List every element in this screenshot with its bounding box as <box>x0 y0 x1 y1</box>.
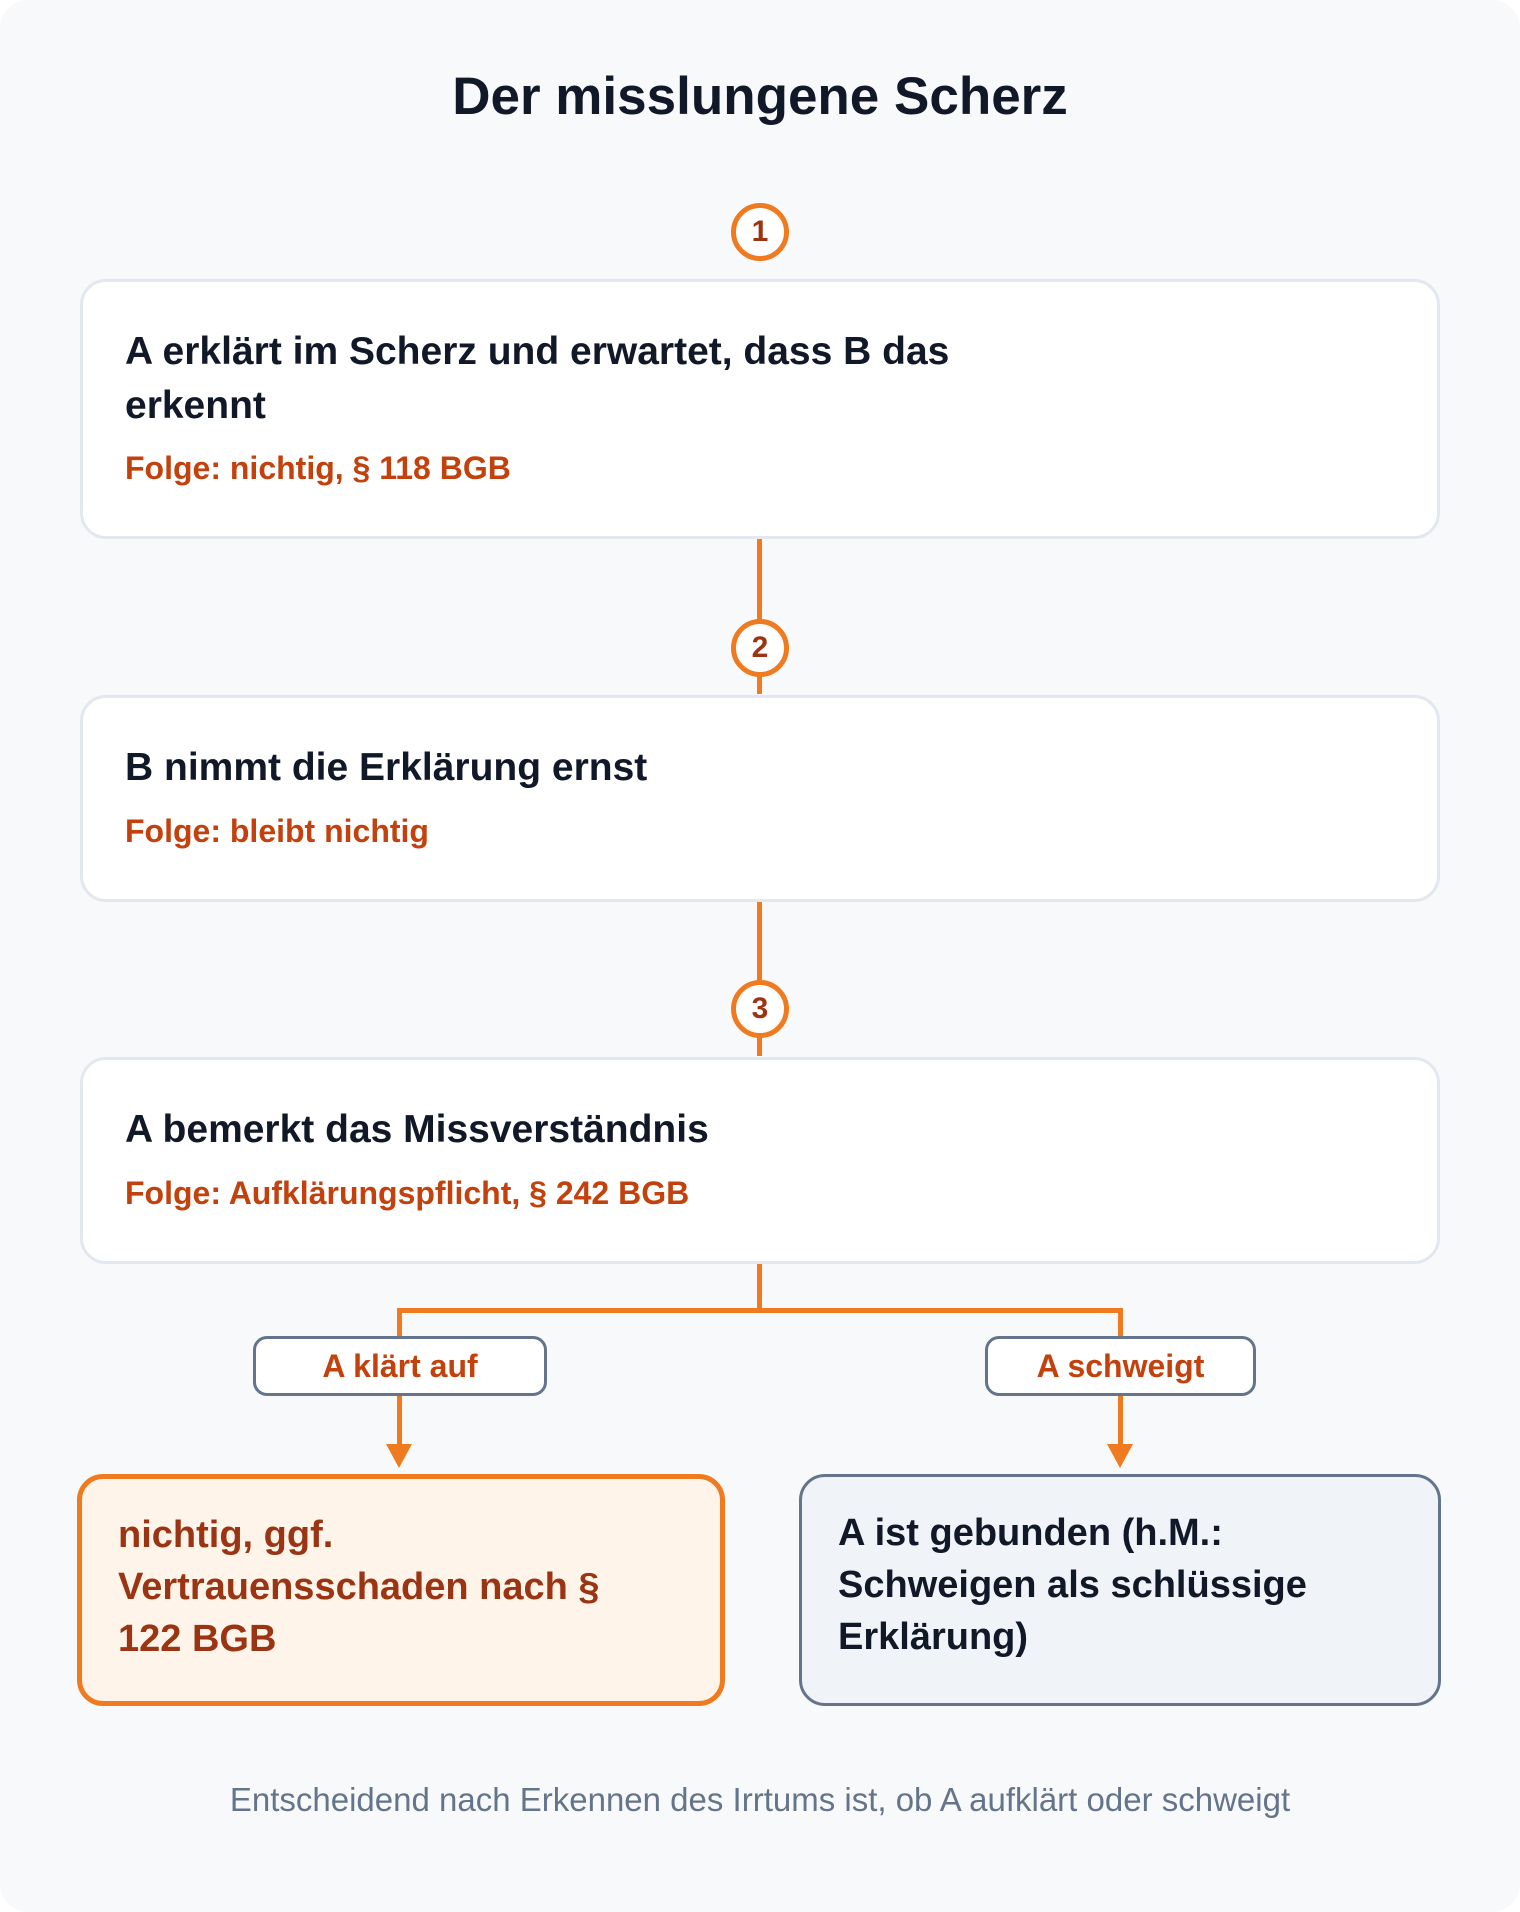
outcome-clarifies <box>77 1474 725 1706</box>
step-2-badge: 2 <box>731 619 789 677</box>
branch-right-arrow-head <box>1107 1444 1133 1468</box>
outcome-clarifies-text: nichtig, ggf. Vertrauensschaden nach § 122 BGB <box>118 1514 600 1660</box>
step-3-box <box>80 1057 1440 1264</box>
step-2-box <box>80 695 1440 902</box>
outcome-silent <box>799 1474 1441 1706</box>
branch-label-clarifies: A klärt auf <box>253 1336 547 1396</box>
diagram-title: Der misslungene Scherz <box>452 67 1068 126</box>
branch-left-arrow-head <box>386 1444 412 1468</box>
step-3-title: A bemerkt das Missverständnis <box>125 1108 709 1151</box>
step-1-title: A erklärt im Scherz und erwartet, dass B das erkennt <box>125 330 950 427</box>
branch-label-silent: A schweigt <box>985 1336 1256 1396</box>
branch-left-drop <box>397 1308 402 1338</box>
branch-right-drop <box>1118 1308 1123 1338</box>
step-3-badge: 3 <box>731 980 789 1038</box>
step-2-title: B nimmt die Erklärung ernst <box>125 746 648 789</box>
branch-left-arrow-line <box>397 1396 402 1450</box>
step-1-consequence: Folge: nichtig, § 118 BGB <box>125 450 511 486</box>
step-3-consequence: Folge: Aufklärungspflicht, § 242 BGB <box>125 1175 690 1211</box>
step-2-consequence: Folge: bleibt nichtig <box>125 813 429 849</box>
outcome-silent-text: A ist gebunden (h.M.: Schweigen als schlüssige Erklärung) <box>838 1512 1307 1658</box>
branch-stem <box>757 1264 762 1313</box>
branch-right-arrow-line <box>1118 1396 1123 1450</box>
step-1-badge: 1 <box>731 203 789 261</box>
footer-note: Entscheidend nach Erkennen des Irrtums ist, ob A aufklärt oder schweigt <box>229 1781 1291 1818</box>
step-1-box <box>80 279 1440 539</box>
branch-crossbar <box>397 1308 1123 1313</box>
